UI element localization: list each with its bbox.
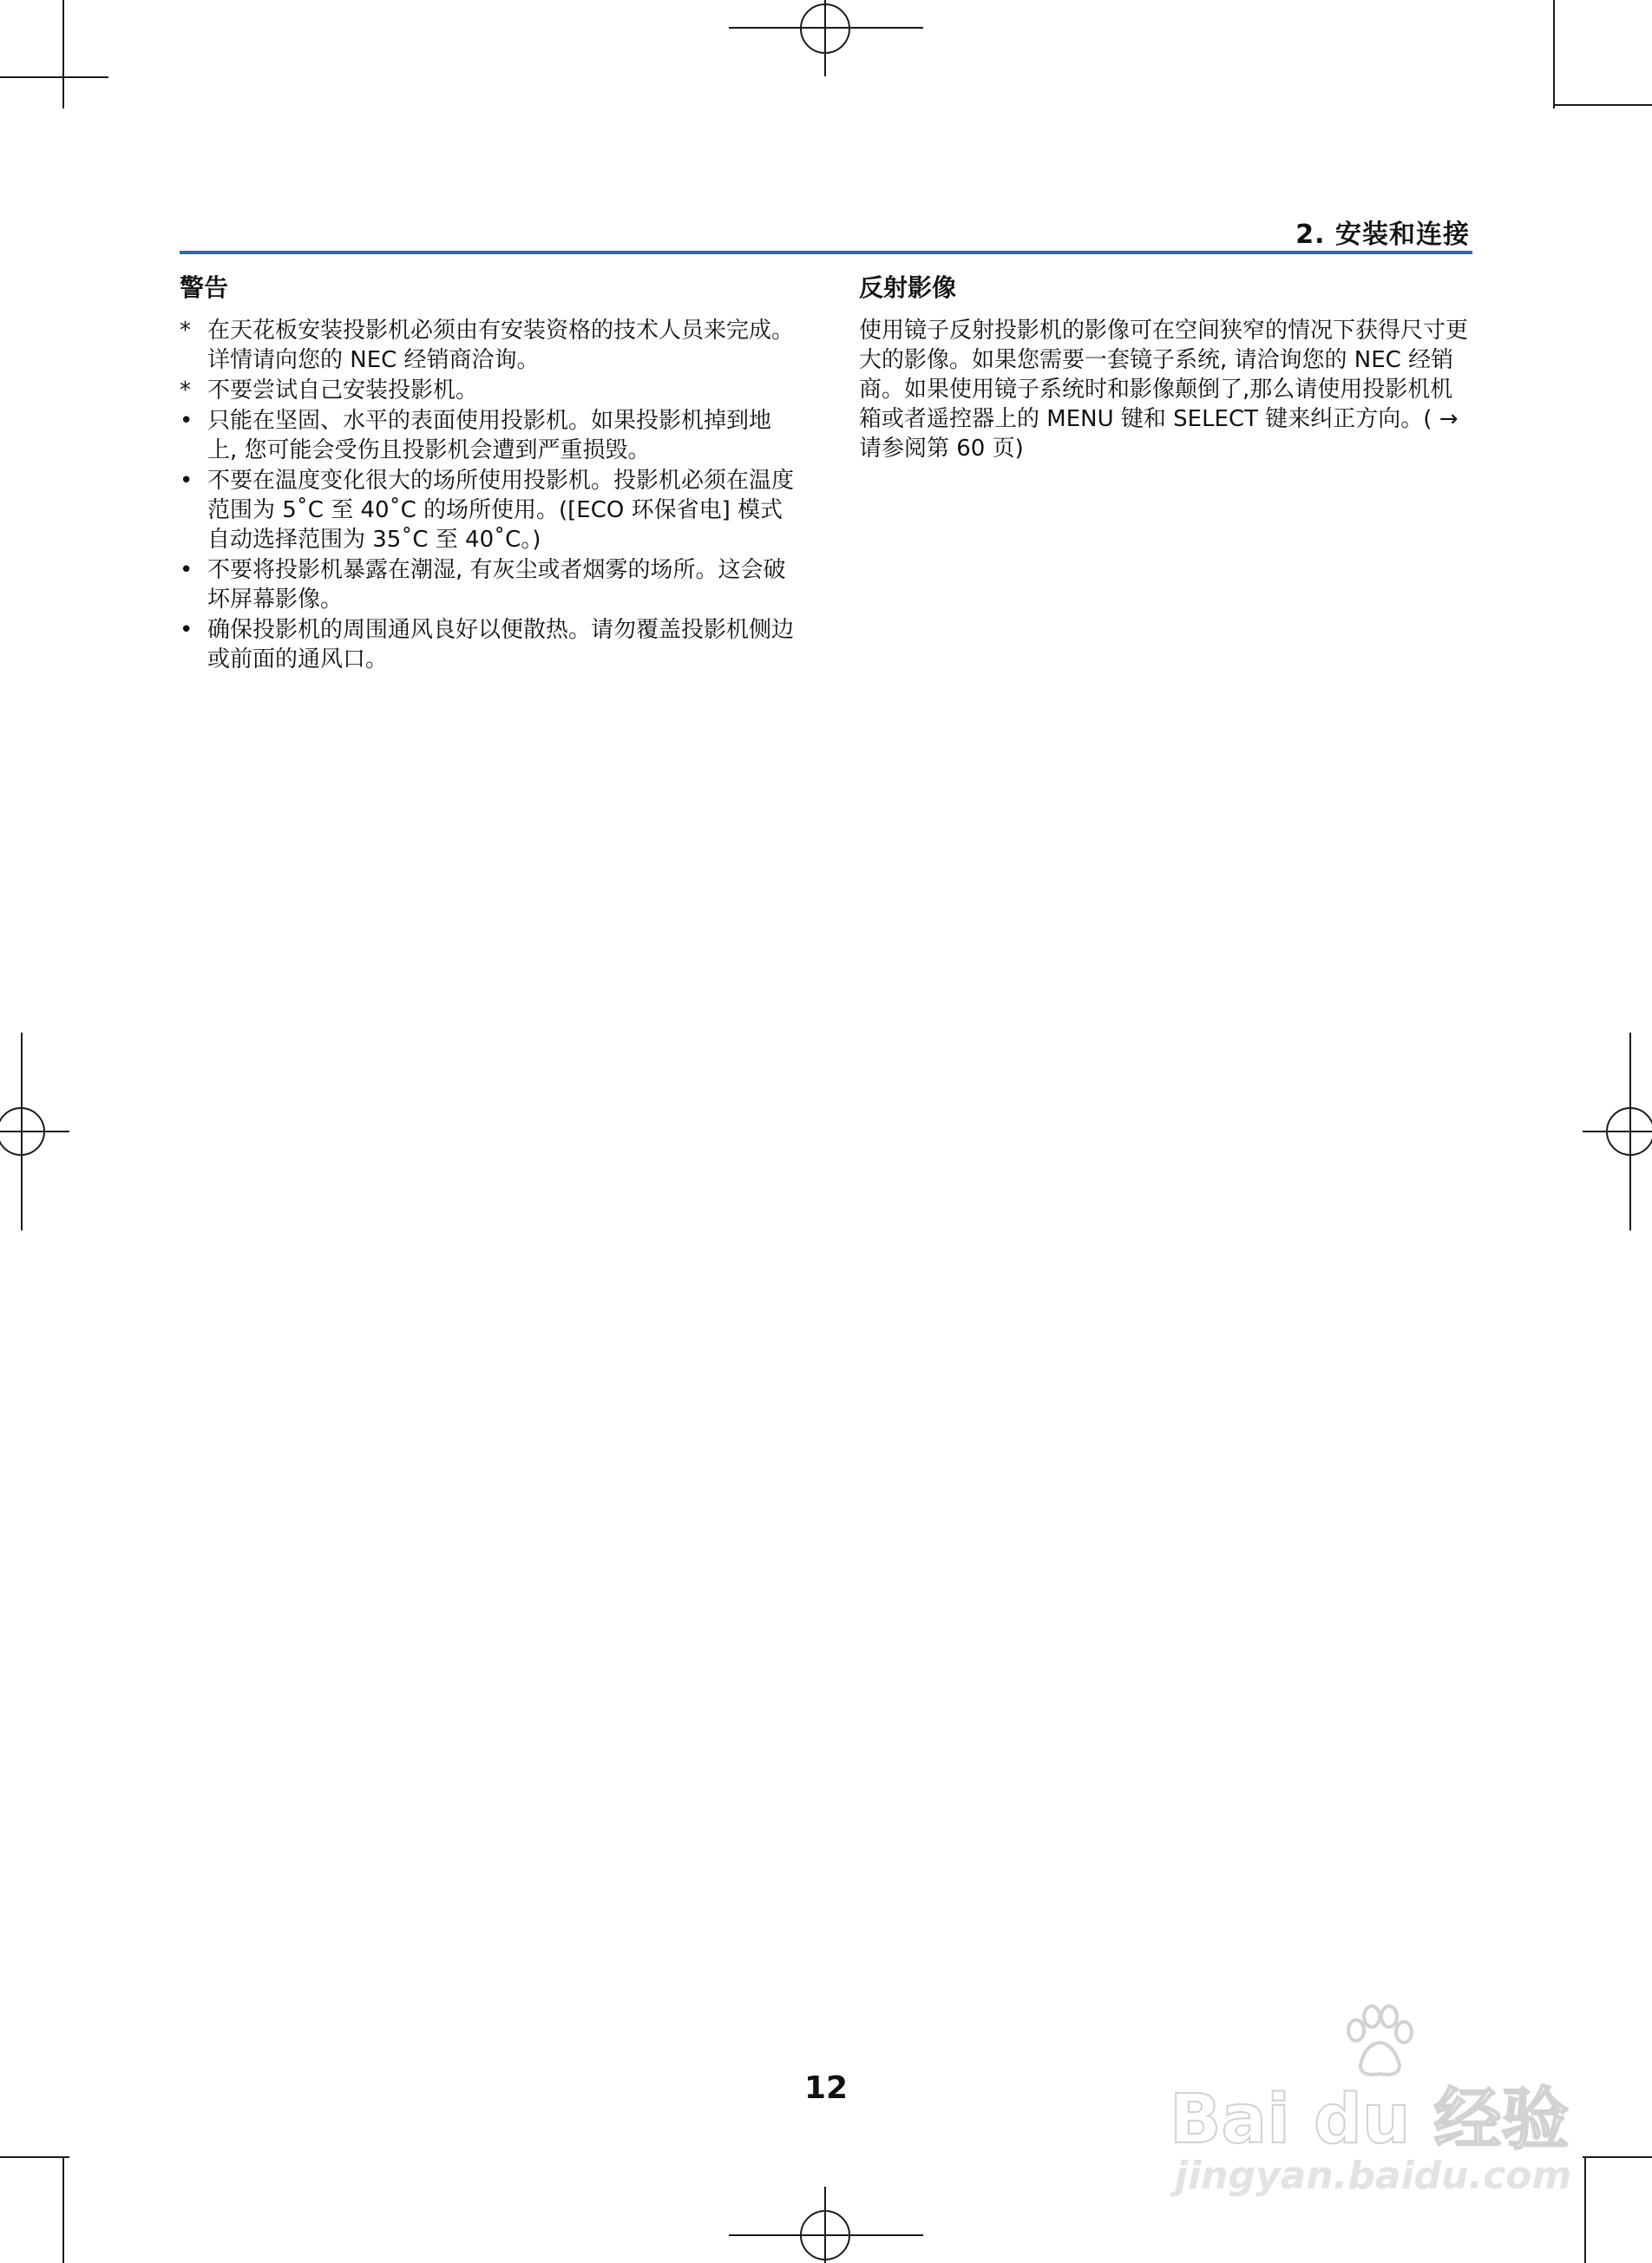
crop-mark <box>1583 2156 1652 2158</box>
registration-mark <box>1606 1107 1652 1156</box>
bullet-marker: • <box>180 557 193 583</box>
list-item <box>180 615 796 674</box>
crop-mark <box>0 76 108 78</box>
reflection-section <box>859 271 1473 463</box>
list-item-text: 不要将投影机暴露在潮湿, 有灰尘或者烟雾的场所。这会破坏屏幕影像。 <box>207 557 786 613</box>
crop-mark <box>1553 104 1652 106</box>
page-number: 12 <box>803 2070 849 2106</box>
header-rule <box>180 251 1472 254</box>
warning-section <box>180 271 796 675</box>
crop-mark <box>0 2156 69 2158</box>
warning-list <box>180 316 796 674</box>
bullet-marker: • <box>180 408 193 434</box>
list-item-text: 确保投影机的周围通风良好以便散热。请勿覆盖投影机侧边或前面的通风口。 <box>207 617 795 672</box>
list-item-text: 在天花板安装投影机必须由有安装资格的技术人员来完成。详情请向您的 NEC 经销商洽询。 <box>207 318 795 373</box>
watermark-brand: Bai du 经验 <box>1170 2081 1570 2159</box>
registration-mark <box>800 3 850 54</box>
list-item <box>180 406 796 465</box>
list-item <box>180 466 796 554</box>
reflection-heading: 反射影像 <box>859 273 957 302</box>
warning-heading: 警告 <box>180 273 229 302</box>
watermark <box>1170 2004 1572 2204</box>
crop-mark <box>62 0 64 108</box>
reflection-paragraph: 使用镜子反射投影机的影像可在空间狭窄的情况下获得尺寸更大的影像。如果您需要一套镜子系统, 请洽询您的 NEC 经销商。如果使用镜子系统时和影像颠倒了,那么请使用投影机机箱或者遥控器上的 MENU 键和 SELECT 键来纠正方向。( → 请参阅第 60 页) <box>859 318 1469 462</box>
crop-mark <box>62 2156 64 2263</box>
asterisk-marker: * <box>180 318 191 344</box>
crop-mark <box>1584 2156 1586 2263</box>
watermark-url: jingyan.baidu.com <box>1175 2154 1572 2198</box>
chapter-title: 2. 安装和连接 <box>1295 220 1470 250</box>
list-item-text: 不要在温度变化很大的场所使用投影机。投影机必须在温度范围为 5˚C 至 40˚C 的场所使用。([ECO 环保省电] 模式自动选择范围为 35˚C 至 40˚C。) <box>207 468 795 553</box>
crop-mark <box>1553 0 1555 108</box>
bullet-marker: • <box>180 617 193 643</box>
asterisk-marker: * <box>180 377 191 403</box>
list-item-text: 只能在坚固、水平的表面使用投影机。如果投影机掉到地上, 您可能会受伤且投影机会遭到严重损毁。 <box>207 408 772 463</box>
list-item <box>180 376 796 405</box>
registration-mark <box>0 1107 45 1156</box>
bullet-marker: • <box>180 468 193 494</box>
registration-mark <box>800 2210 850 2260</box>
list-item-text: 不要尝试自己安装投影机。 <box>207 377 479 403</box>
list-item <box>180 316 796 375</box>
list-item <box>180 555 796 614</box>
